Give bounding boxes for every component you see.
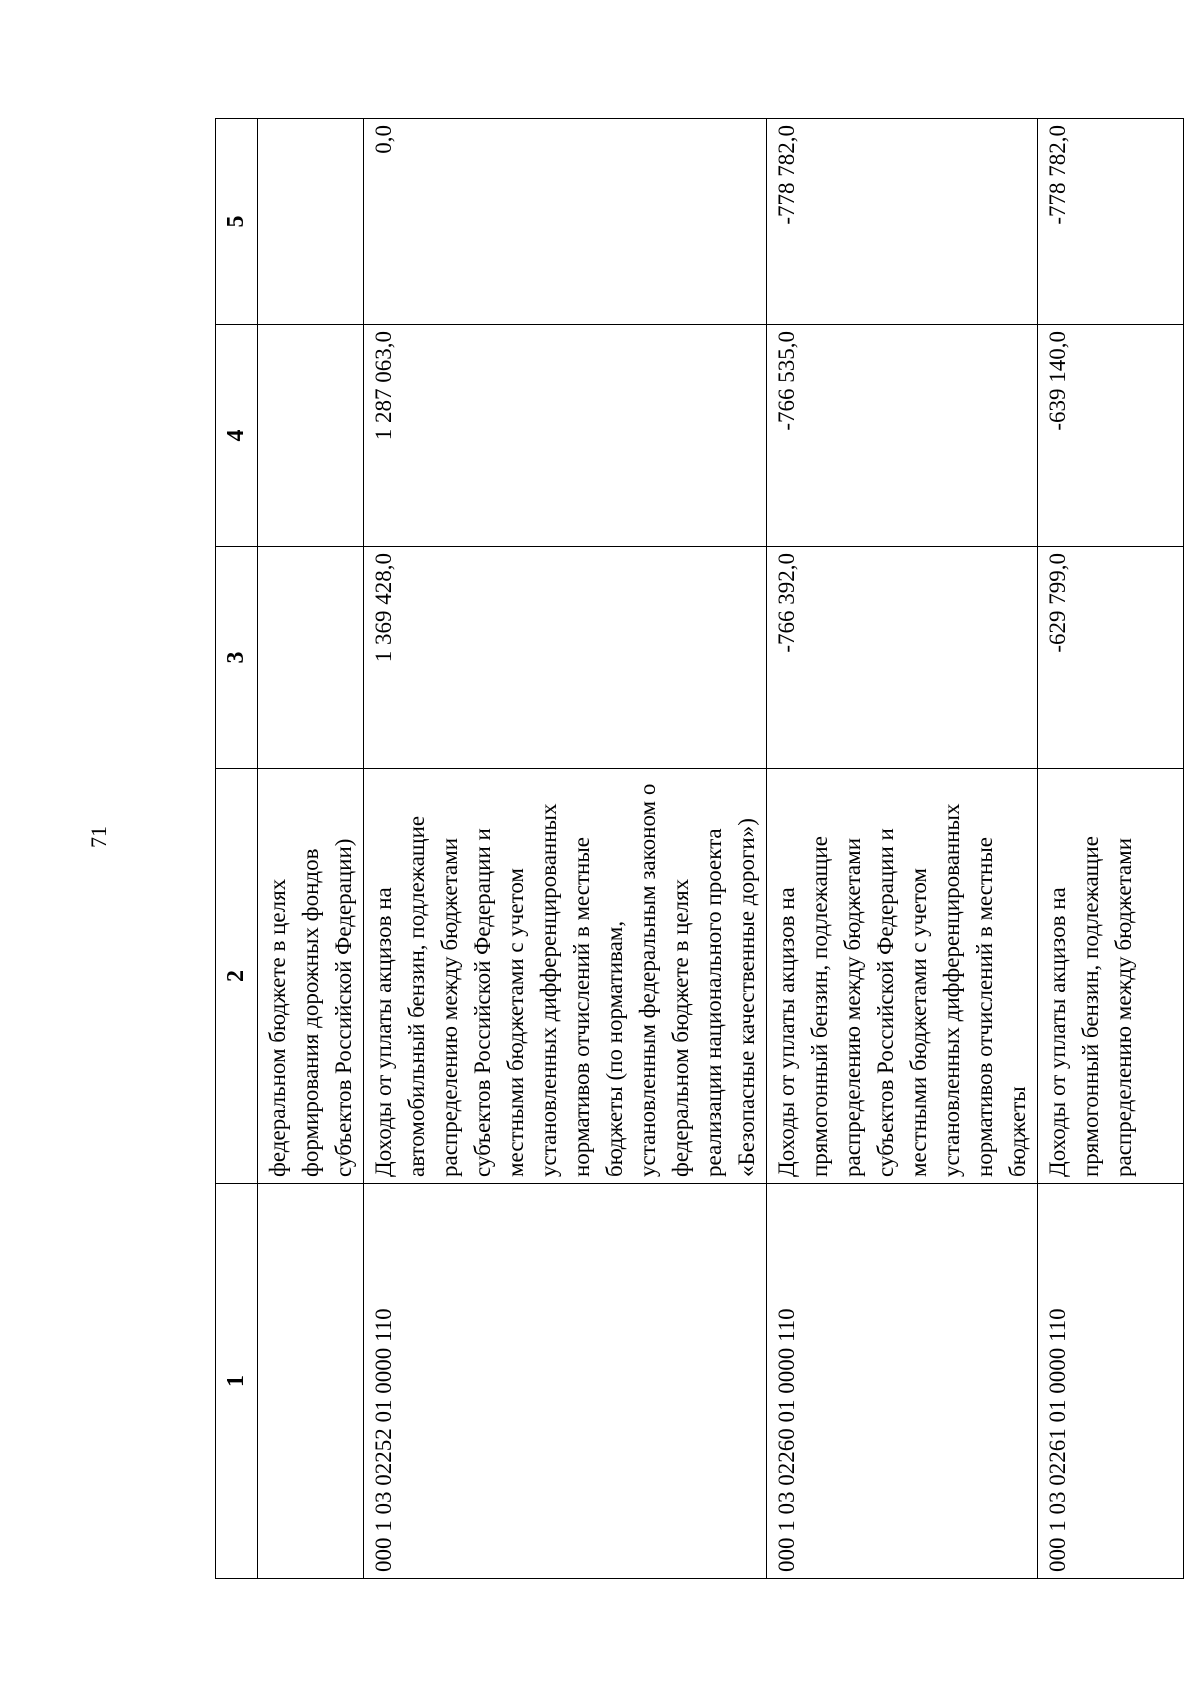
table-row [364,119,767,1579]
row-code: 000 1 03 02261 01 0000 110 [1038,1184,1184,1579]
row-code [258,1184,364,1579]
row-value-col5 [258,119,364,325]
row-code: 000 1 03 02252 01 0000 110 [364,1184,767,1579]
row-value-col5: -778 782,0 [1038,119,1184,325]
row-value-col5: 0,0 [364,119,767,325]
row-description: федеральном бюджете в целях формирования дорожных фондов субъектов Российской Федерации) [258,769,364,1184]
header-col-5: 5 [216,119,258,325]
rotated-table-container [215,119,1136,1579]
row-description: Доходы от уплаты акцизов на прямогонный бензин, подлежащие распределению между бюджетами субъектов Российской Федерации и местными бюджетами с учетом установленных дифференцированных нормативов отчислений в местные бюджеты [767,769,1038,1184]
header-col-4: 4 [216,325,258,547]
table-row [258,119,364,1579]
table-row [767,119,1038,1579]
row-value-col4: 1 287 063,0 [364,325,767,547]
header-col-3: 3 [216,547,258,769]
budget-table [215,118,1184,1579]
row-description: Доходы от уплаты акцизов на прямогонный бензин, подлежащие распределению между бюджетами [1038,769,1184,1184]
row-value-col4: -766 535,0 [767,325,1038,547]
header-col-2: 2 [216,769,258,1184]
row-value-col3: -766 392,0 [767,547,1038,769]
row-value-col3: 1 369 428,0 [364,547,767,769]
row-value-col3 [258,547,364,769]
page-number: 71 [86,826,111,848]
row-code: 000 1 03 02260 01 0000 110 [767,1184,1038,1579]
row-value-col3: -629 799,0 [1038,547,1184,769]
row-value-col4 [258,325,364,547]
header-col-1: 1 [216,1184,258,1579]
table-row [1038,119,1184,1579]
row-value-col4: -639 140,0 [1038,325,1184,547]
table-header-row [216,119,258,1579]
row-description: Доходы от уплаты акцизов на автомобильный бензин, подлежащие распределению между бюджетами субъектов Российской Федерации и местными бюджетами с учетом установленных дифференцированных нормативов отчислений в местные бюджеты (по нормативам, установленным федеральным законом о федеральном бюджете в целях реализации национального проекта «Безопасные качественные дороги») [364,769,767,1184]
row-value-col5: -778 782,0 [767,119,1038,325]
